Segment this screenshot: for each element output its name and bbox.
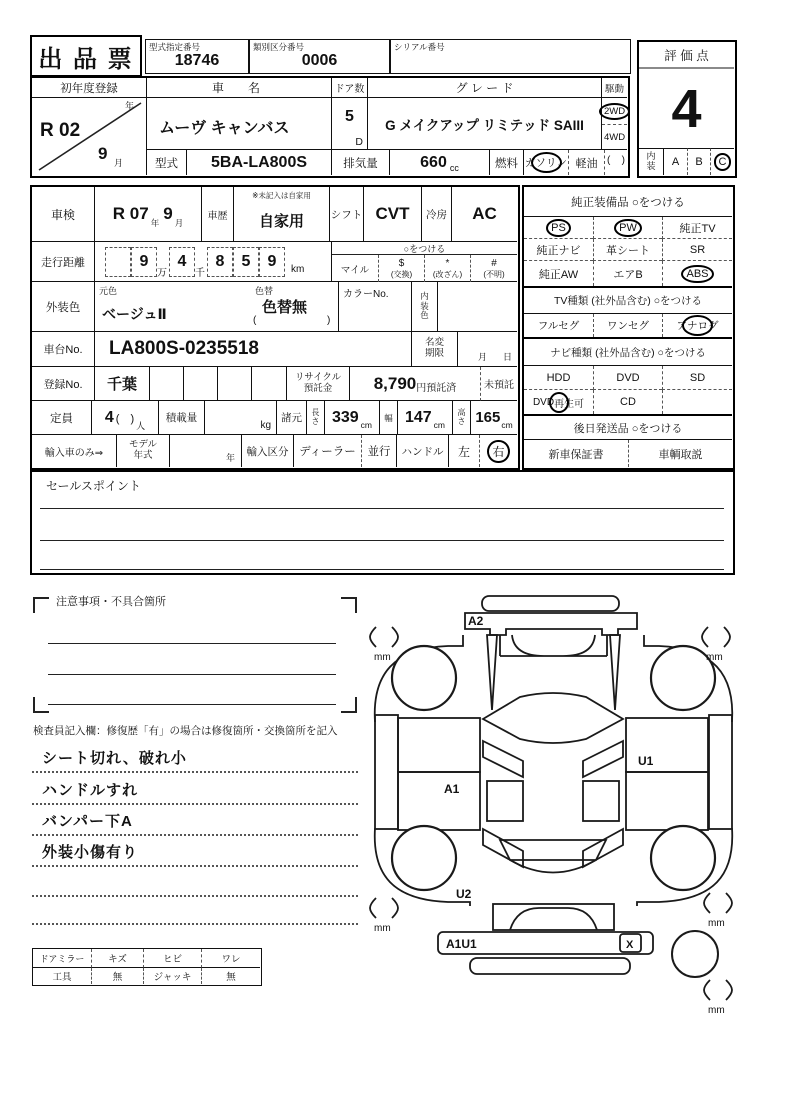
sill-left xyxy=(375,715,398,829)
floor-rect-right xyxy=(583,781,619,821)
chassis-value: LA800S-0235518 xyxy=(109,338,259,359)
tool-cell: ジャッキ xyxy=(143,968,201,984)
navi-type-header: ナビ種類 (社外品含む) ○をつける xyxy=(524,337,732,366)
odo-man: 万 xyxy=(157,268,167,279)
length-value: 339 xyxy=(331,408,359,426)
equipment-table xyxy=(522,185,735,470)
odo-digit: 5 xyxy=(233,247,259,277)
model-label: 型式 xyxy=(147,150,187,175)
drive-2wd-cell xyxy=(602,98,627,125)
navi-sd: SD xyxy=(662,366,732,390)
rear-crossmember xyxy=(500,840,606,860)
inspection-year-unit: 年 xyxy=(150,218,160,228)
height-value-cell xyxy=(471,401,517,435)
notice-corner-tr xyxy=(341,597,357,613)
int-color-value xyxy=(438,282,517,332)
first-reg-month-unit: 月 xyxy=(114,158,124,168)
equip-pw: PW xyxy=(619,221,637,234)
panel-label-u2: U2 xyxy=(456,887,472,901)
mm-unit: mm xyxy=(374,652,391,663)
fuel-diesel-cell: 軽油 xyxy=(568,150,604,175)
flag-tampered xyxy=(424,255,470,282)
notice-corner-tl xyxy=(33,597,49,613)
navi-empty xyxy=(662,390,732,414)
doors-sub: D xyxy=(355,136,363,148)
length-label: 長さ xyxy=(311,407,320,426)
model-year-l1: モデル xyxy=(128,439,158,451)
score-value: 4 xyxy=(671,78,702,139)
serial-number-label: シリアル番号 xyxy=(394,42,445,52)
recycle-deposit-cell xyxy=(350,367,480,401)
drive-header: 駆動 xyxy=(602,78,627,98)
fuel-paren-close: ) xyxy=(621,155,625,166)
dvdplay-circled: 再 xyxy=(554,395,564,410)
handle-label: ハンドル xyxy=(397,435,449,467)
rear-apron-arcs xyxy=(510,908,597,930)
drive-4wd-cell xyxy=(602,125,627,150)
import-class-label: 輸入区分 xyxy=(242,435,294,467)
class-number-value: 0006 xyxy=(301,52,338,69)
fl​ag-unknown-symbol: # xyxy=(491,258,497,270)
model-year-l2: 年式 xyxy=(133,450,153,461)
deposit-amount: 8,790 xyxy=(373,373,417,393)
inspection-month-unit: 月 xyxy=(174,218,184,228)
doors-value xyxy=(332,98,368,150)
equip-airbag: エアB xyxy=(593,261,662,286)
interior-label-cell xyxy=(639,148,664,175)
sheet-title-text: 出 品 票 xyxy=(38,45,134,73)
ext-color-cell xyxy=(95,282,339,332)
type-number-box xyxy=(145,39,249,74)
vehicle-info-table xyxy=(30,76,630,178)
tv-analog-pre: ア xyxy=(676,320,687,332)
mirror-cell: ヒビ xyxy=(143,949,201,968)
car-name-text: ムーヴ キャンバス xyxy=(159,120,290,137)
capacity-paren: ( ) xyxy=(115,412,135,425)
panel-label-a2: A2 xyxy=(468,614,484,628)
score-box xyxy=(637,40,737,178)
mm-unit: mm xyxy=(708,1005,725,1016)
width-value: 147 xyxy=(404,408,432,426)
displacement-value xyxy=(390,150,490,175)
equip-abs-cell xyxy=(662,261,732,286)
not-deposited-cell: 未預託 xyxy=(480,367,517,401)
width-unit: cm xyxy=(433,419,446,430)
length-label-cell xyxy=(307,401,325,435)
tool-cell: 工具 xyxy=(52,972,72,983)
odo-unit: km xyxy=(291,264,305,275)
fuel-paren-open: ( xyxy=(607,155,611,166)
tv-analog-circled: ナロ xyxy=(687,320,708,332)
fuel-gas-circled: ソリ xyxy=(535,157,557,169)
handle-right-cell xyxy=(479,435,517,467)
undercarriage-diagram xyxy=(360,588,780,1062)
sales-line xyxy=(40,569,724,570)
vehicle-manual: 車輌取説 xyxy=(628,440,732,467)
fuel-other-cell xyxy=(604,150,627,175)
odo-sen: 千 xyxy=(195,268,205,279)
front-rail-left xyxy=(487,635,497,710)
height-value: 165 xyxy=(475,409,501,426)
spare-tire xyxy=(672,931,718,977)
tv-analog-cell xyxy=(662,314,732,337)
model-year-label xyxy=(117,435,170,467)
odo-digit xyxy=(105,247,131,277)
rear-glass-bar xyxy=(482,596,619,611)
wheel-rear-left xyxy=(392,826,456,890)
interior-grade-a: A xyxy=(664,148,687,175)
inspection-label: 車検 xyxy=(32,187,95,242)
sales-point-label: セールスポイント xyxy=(46,479,141,493)
flag-mile: マイル xyxy=(340,264,370,276)
odometer-label: 走行距離 xyxy=(32,242,95,282)
mirror-cell: ドアミラー xyxy=(33,949,91,968)
note-line xyxy=(32,895,358,897)
flag-exchange-label: (交換) xyxy=(390,269,413,279)
equip-pw-cell xyxy=(593,217,662,239)
sales-line xyxy=(40,508,724,509)
equip-sr: SR xyxy=(662,239,732,261)
engine-pan xyxy=(483,693,623,743)
sheet-title xyxy=(30,35,142,77)
equip-ps: PS xyxy=(551,221,566,234)
equip-leather: 革シート xyxy=(593,239,662,261)
deposit-suffix: 円預託済 xyxy=(416,383,457,394)
inspector-note: バンパー下A xyxy=(42,813,133,830)
orig-color-label: 元色 xyxy=(99,286,118,296)
inspector-note: ハンドルすれ xyxy=(42,782,139,799)
mirror-cell: キズ xyxy=(91,949,143,968)
tv-oneseg: ワンセグ xyxy=(593,314,662,337)
fuel-gas-pre: ガ xyxy=(525,157,536,169)
doors-header: ドア数 xyxy=(332,78,368,98)
reg-empty-cell xyxy=(150,367,184,401)
measure-bracket-spare xyxy=(704,980,732,1000)
capacity-value-cell xyxy=(92,401,159,435)
odo-digit: 4 xyxy=(169,247,195,277)
notice-label: 注意事項・不具合箇所 xyxy=(56,596,166,608)
equip-tv: 純正TV xyxy=(662,217,732,239)
interior-grade-c-cell xyxy=(710,148,734,175)
main-table xyxy=(30,185,520,470)
navi-dvdplay-cell xyxy=(524,390,593,414)
panel-label-a1u1: A1U1 xyxy=(446,937,477,951)
import-parallel: 並行 xyxy=(361,435,397,467)
length-unit: cm xyxy=(360,419,373,430)
odo-digit: 9 xyxy=(131,247,157,277)
navi-dvd: DVD xyxy=(593,366,662,390)
car-name-header: 車 名 xyxy=(147,78,332,98)
load-label: 積載量 xyxy=(159,401,205,435)
rename-date-cell xyxy=(458,332,517,367)
inspection-month: 9 xyxy=(163,204,173,223)
navi-cd: CD xyxy=(593,390,662,414)
sales-line xyxy=(40,540,724,541)
rename-l2: 期限 xyxy=(424,348,444,359)
orig-color-value: ベージュⅡ xyxy=(102,306,167,322)
reg-empty-cell xyxy=(218,367,252,401)
type-number-label: 型式指定番号 xyxy=(149,42,201,52)
grade-value: G メイクアップ リミテッド SAIII xyxy=(368,98,602,150)
note-line xyxy=(32,771,358,773)
height-label: 高さ xyxy=(457,407,466,426)
equipment-header: 純正装備品 ○をつける xyxy=(524,187,732,217)
history-value-cell xyxy=(234,187,330,242)
navi-hdd: HDD xyxy=(524,366,593,390)
notice-corner-br xyxy=(341,697,357,713)
wheel-front-left xyxy=(392,646,456,710)
flag-unknown xyxy=(470,255,517,282)
first-reg-body xyxy=(32,98,147,175)
int-color-label: 内装色 xyxy=(420,291,429,321)
measure-bracket-bottom-left xyxy=(370,898,398,918)
front-rail-right xyxy=(610,635,620,710)
drive-2wd: 2WD xyxy=(603,105,626,117)
ext-color-label: 外装色 xyxy=(32,282,95,332)
dvdplay-pre: DVD xyxy=(532,396,555,408)
inspector-note: シート切れ、破れ小 xyxy=(42,750,187,767)
flag-exchange xyxy=(378,255,424,282)
floor-box-left-2 xyxy=(398,772,480,830)
mirror-cell: ワレ xyxy=(201,949,260,968)
int-color-label-cell xyxy=(412,282,438,332)
odo-digit: 9 xyxy=(259,247,285,277)
equip-ps-cell xyxy=(524,217,593,239)
rename-day: 日 xyxy=(502,352,512,362)
recycle-l1: リサイクル xyxy=(294,371,342,383)
note-line xyxy=(32,865,358,867)
displacement-unit: cc xyxy=(449,162,459,173)
odometer-value xyxy=(95,242,332,282)
floor-rect-left xyxy=(487,781,523,821)
score-label: 評 価 点 xyxy=(639,42,734,69)
capacity-label: 定員 xyxy=(32,401,92,435)
dvdplay-post: 生可 xyxy=(564,398,585,410)
type-number-value: 18746 xyxy=(174,52,220,69)
flag-tampered-label: (改ざん) xyxy=(432,269,463,279)
flag-unknown-label: (不明) xyxy=(483,269,505,279)
first-reg-year-unit: 年 xyxy=(124,101,134,111)
flag-tampered-symbol: * xyxy=(445,258,450,270)
measure-bracket-bottom-right xyxy=(704,893,732,913)
color-change-paren-open: ( xyxy=(253,315,257,326)
cooling-value: AC xyxy=(452,187,517,242)
interior-label: 内装 xyxy=(646,151,656,171)
cooling-label: 冷房 xyxy=(422,187,452,242)
class-number-label: 類別区分番号 xyxy=(253,42,305,52)
first-reg-header: 初年度登録 xyxy=(32,78,147,98)
panel-label-a1: A1 xyxy=(444,782,460,796)
width-label: 幅 xyxy=(380,401,398,435)
fuel-gasoline-cell xyxy=(524,150,568,175)
mirror-tool-table xyxy=(32,948,262,986)
shift-label: シフト xyxy=(330,187,364,242)
note-line xyxy=(32,923,358,925)
car-outline xyxy=(370,596,732,1000)
recycle-l2: 預託金 xyxy=(303,382,333,394)
fuel-label: 燃料 xyxy=(490,150,524,175)
inspection-era: R 07 xyxy=(112,204,149,223)
front-crossmember xyxy=(500,635,607,656)
tunnel-brace-right xyxy=(583,741,623,777)
color-no-cell xyxy=(339,282,412,332)
displacement-number: 660 xyxy=(420,153,447,171)
note-line xyxy=(32,803,358,805)
notice-line xyxy=(48,704,336,705)
rename-month: 月 xyxy=(478,352,488,362)
displacement-label: 排気量 xyxy=(332,150,390,175)
model-value: 5BA-LA800S xyxy=(187,150,332,175)
measure-bracket-top-right xyxy=(702,627,730,647)
first-reg-month: 9 xyxy=(98,144,108,163)
handle-right: 右 xyxy=(492,444,505,459)
reg-empty-cell xyxy=(184,367,218,401)
odo-digit: 8 xyxy=(207,247,233,277)
car-name-value xyxy=(147,98,332,150)
floor-box-left-1 xyxy=(398,718,480,772)
doors-count: 5 xyxy=(345,108,354,125)
chassis-label: 車台No. xyxy=(32,332,95,367)
mm-unit: mm xyxy=(708,918,725,929)
notice-corner-bl xyxy=(33,697,49,713)
note-line xyxy=(32,834,358,836)
tv-type-header: TV種類 (社外品含む) ○をつける xyxy=(524,286,732,314)
history-value: 自家用 xyxy=(258,212,304,230)
first-reg-era: R 02 xyxy=(40,120,81,141)
rename-deadline-label xyxy=(412,332,458,367)
rename-l1: 名変 xyxy=(424,337,444,349)
class-number-box xyxy=(249,39,390,74)
history-note: ※未記入は自家用 xyxy=(252,191,311,200)
flag-exchange-symbol: $ xyxy=(398,258,405,270)
chassis-value-cell xyxy=(95,332,412,367)
model-year-value xyxy=(170,435,242,467)
import-label: 輸入車のみ⇒ xyxy=(32,435,117,467)
height-unit: cm xyxy=(501,419,513,430)
panel-label-u1: U1 xyxy=(638,754,654,768)
handle-left: 左 xyxy=(457,444,470,459)
drive-4wd: 4WD xyxy=(603,131,626,143)
reg-empty-cell xyxy=(252,367,287,401)
width-value-cell xyxy=(398,401,453,435)
reg-value: 千葉 xyxy=(95,367,150,401)
import-dealer: ディーラー xyxy=(299,446,356,458)
serial-number-box xyxy=(390,39,631,74)
warranty-book: 新車保証書 xyxy=(548,448,604,461)
inspector-note: 外装小傷有り xyxy=(42,844,139,861)
spec-label: 諸元 xyxy=(277,401,307,435)
notice-line xyxy=(48,643,336,644)
color-no-label: カラーNo. xyxy=(343,289,389,300)
inspector-caption: 検査員記入欄：修復歴「有」の場合は修復箇所・交換箇所を記入 xyxy=(33,725,338,737)
front-bumper xyxy=(465,613,637,635)
capacity-value: 4 xyxy=(104,408,114,426)
interior-grade-c: C xyxy=(718,156,727,168)
reg-label: 登録No. xyxy=(32,367,95,401)
sales-point-box xyxy=(30,470,735,575)
color-change-paren-close: ) xyxy=(327,315,331,326)
flags-header: ○をつける xyxy=(332,242,517,255)
history-label: 車歴 xyxy=(202,187,234,242)
notice-line xyxy=(48,674,336,675)
inspection-value xyxy=(95,187,202,242)
tv-analog-post: グ xyxy=(708,320,719,332)
sill-right xyxy=(709,715,732,829)
import-year-unit: 年 xyxy=(225,453,235,463)
load-value-cell xyxy=(205,401,277,435)
recycle-label xyxy=(287,367,350,401)
grade-header: グ レ ー ド xyxy=(368,78,602,98)
mm-unit: mm xyxy=(706,652,723,663)
color-change-value: 色替無 xyxy=(262,299,308,316)
fuel-gas-post: ン xyxy=(556,157,567,169)
color-change-label: 色替 xyxy=(255,286,274,296)
tunnel-brace-left xyxy=(483,741,523,777)
tool-cell: 無 xyxy=(201,968,260,984)
tv-fullseg: フルセグ xyxy=(537,320,580,332)
wheel-rear-right xyxy=(651,826,715,890)
measure-bracket-top-left xyxy=(370,627,398,647)
capacity-unit: 人 xyxy=(136,421,146,431)
equip-abs: ABS xyxy=(686,267,709,280)
interior-grade-b: B xyxy=(687,148,710,175)
equip-aw: 純正AW xyxy=(538,268,579,281)
mm-unit: mm xyxy=(374,923,391,934)
tool-cell: 無 xyxy=(91,968,143,984)
later-shipment-header: 後日発送品 ○をつける xyxy=(524,414,732,440)
load-unit: kg xyxy=(260,420,271,431)
floor-box-right-2 xyxy=(626,772,708,830)
rear-lower-bar xyxy=(470,958,630,974)
shift-value: CVT xyxy=(364,187,422,242)
odometer-flags xyxy=(332,242,517,282)
length-value-cell xyxy=(325,401,380,435)
equip-navi: 純正ナビ xyxy=(524,239,593,261)
height-label-cell xyxy=(453,401,471,435)
panel-label-x: X xyxy=(626,939,634,951)
